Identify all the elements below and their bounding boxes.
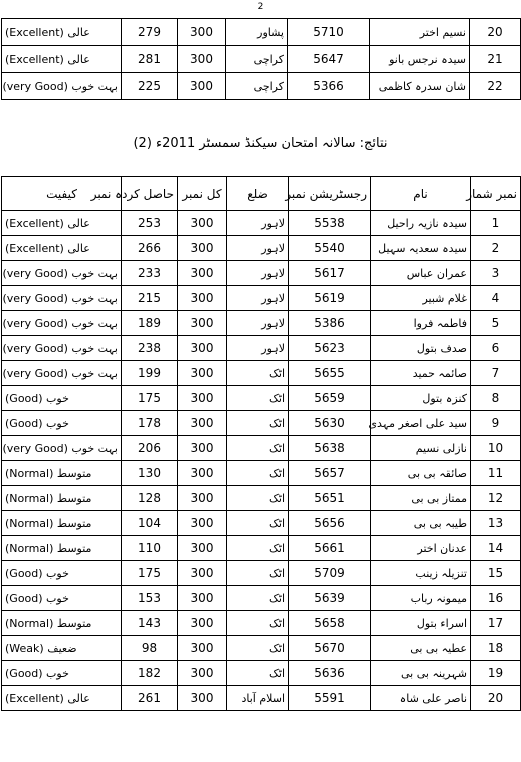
name-cell: نسیم اختر <box>370 19 470 46</box>
remarks-cell: عالی (Excellent) <box>2 46 122 73</box>
name-cell: اسراء بتول <box>371 611 471 636</box>
table-row <box>2 261 521 286</box>
total-cell: 300 <box>178 661 227 686</box>
table-row <box>2 486 521 511</box>
total-cell: 300 <box>178 686 227 711</box>
obtained-cell: 175 <box>122 386 178 411</box>
remarks-cell: خوب (Good) <box>2 661 122 686</box>
table-row <box>2 311 521 336</box>
district-cell: اسلام آباد <box>227 686 289 711</box>
table-row <box>2 386 521 411</box>
obtained-cell: 206 <box>122 436 178 461</box>
serial-cell: 22 <box>470 73 521 100</box>
remarks-cell: متوسط (Normal) <box>2 486 122 511</box>
header-serial: نمبر شمار <box>471 177 521 211</box>
name-cell: صدف بتول <box>371 336 471 361</box>
table-row <box>2 511 521 536</box>
district-cell: لاہور <box>227 211 289 236</box>
registration-cell: 5661 <box>289 536 371 561</box>
total-cell: 300 <box>178 361 227 386</box>
table-row <box>2 636 521 661</box>
registration-cell: 5630 <box>289 411 371 436</box>
obtained-cell: 225 <box>122 73 178 100</box>
table-row <box>2 336 521 361</box>
registration-cell: 5636 <box>289 661 371 686</box>
name-cell: میمونہ رباب <box>371 586 471 611</box>
total-cell: 300 <box>178 236 227 261</box>
remarks-cell: خوب (Good) <box>2 411 122 436</box>
total-cell: 300 <box>178 73 226 100</box>
header-remarks: کیفیت <box>2 177 122 211</box>
total-cell: 300 <box>178 436 227 461</box>
district-cell: اٹک <box>227 461 289 486</box>
total-cell: 300 <box>178 536 227 561</box>
table-row <box>2 211 521 236</box>
name-cell: سیدہ سعدیہ سہیل <box>371 236 471 261</box>
district-cell: کراچی <box>226 73 288 100</box>
name-cell: تنزیلہ زینب <box>371 561 471 586</box>
district-cell: پشاور <box>226 19 288 46</box>
total-cell: 300 <box>178 586 227 611</box>
serial-cell: 9 <box>471 411 521 436</box>
serial-cell: 15 <box>471 561 521 586</box>
page-number: 2 <box>257 2 264 12</box>
registration-cell: 5659 <box>289 386 371 411</box>
name-cell: شہرینہ بی بی <box>371 661 471 686</box>
total-cell: 300 <box>178 386 227 411</box>
obtained-cell: 178 <box>122 411 178 436</box>
serial-cell: 10 <box>471 436 521 461</box>
remarks-cell: خوب (Good) <box>2 586 122 611</box>
remarks-cell: بہت خوب (very Good) <box>2 361 122 386</box>
serial-cell: 18 <box>471 636 521 661</box>
obtained-cell: 104 <box>122 511 178 536</box>
serial-cell: 1 <box>471 211 521 236</box>
obtained-cell: 130 <box>122 461 178 486</box>
header-row <box>2 177 521 211</box>
remarks-cell: عالی (Excellent) <box>2 236 122 261</box>
total-cell: 300 <box>178 19 226 46</box>
remarks-cell: عالی (Excellent) <box>2 211 122 236</box>
table-row <box>2 361 521 386</box>
name-cell: صائمہ حمید <box>371 361 471 386</box>
total-cell: 300 <box>178 286 227 311</box>
registration-cell: 5709 <box>289 561 371 586</box>
header-registration: رجسٹریشن نمبر <box>289 177 371 211</box>
obtained-cell: 199 <box>122 361 178 386</box>
district-cell: اٹک <box>227 561 289 586</box>
table-row <box>2 461 521 486</box>
serial-cell: 2 <box>471 236 521 261</box>
district-cell: لاہور <box>227 286 289 311</box>
name-cell: طیبہ بی بی <box>371 511 471 536</box>
remarks-cell: متوسط (Normal) <box>2 536 122 561</box>
table-row <box>2 661 521 686</box>
district-cell: اٹک <box>227 536 289 561</box>
obtained-cell: 253 <box>122 211 178 236</box>
obtained-cell: 266 <box>122 236 178 261</box>
name-cell: غلام شبیر <box>371 286 471 311</box>
registration-cell: 5710 <box>288 19 370 46</box>
registration-cell: 5670 <box>289 636 371 661</box>
obtained-cell: 238 <box>122 336 178 361</box>
serial-cell: 8 <box>471 386 521 411</box>
results-table-continued <box>1 18 521 100</box>
remarks-cell: متوسط (Normal) <box>2 461 122 486</box>
obtained-cell: 143 <box>122 611 178 636</box>
district-cell: اٹک <box>227 486 289 511</box>
registration-cell: 5623 <box>289 336 371 361</box>
name-cell: شان سدرہ کاظمی <box>370 73 470 100</box>
remarks-cell: عالی (Excellent) <box>2 19 122 46</box>
table-row <box>2 411 521 436</box>
table-row <box>2 46 521 73</box>
table-row <box>2 286 521 311</box>
district-cell: اٹک <box>227 511 289 536</box>
total-cell: 300 <box>178 461 227 486</box>
serial-cell: 13 <box>471 511 521 536</box>
district-cell: اٹک <box>227 661 289 686</box>
total-cell: 300 <box>178 261 227 286</box>
name-cell: عمران عباس <box>371 261 471 286</box>
registration-cell: 5647 <box>288 46 370 73</box>
registration-cell: 5656 <box>289 511 371 536</box>
obtained-cell: 189 <box>122 311 178 336</box>
registration-cell: 5658 <box>289 611 371 636</box>
table-row <box>2 686 521 711</box>
total-cell: 300 <box>178 636 227 661</box>
section-subtitle: نتائج: سالانہ امتحان سیکنڈ سمسٹر 2011ء (2) <box>133 136 388 151</box>
obtained-cell: 233 <box>122 261 178 286</box>
district-cell: لاہور <box>227 236 289 261</box>
district-cell: اٹک <box>227 411 289 436</box>
registration-cell: 5540 <box>289 236 371 261</box>
header-obtained: حاصل کردہ نمبر <box>122 177 178 211</box>
remarks-cell: بہت خوب (very Good) <box>2 73 122 100</box>
district-cell: کراچی <box>226 46 288 73</box>
serial-cell: 14 <box>471 536 521 561</box>
name-cell: سیدہ نرجس بانو <box>370 46 470 73</box>
serial-cell: 16 <box>471 586 521 611</box>
remarks-cell: متوسط (Normal) <box>2 611 122 636</box>
results-table <box>1 176 521 711</box>
total-cell: 300 <box>178 561 227 586</box>
total-cell: 300 <box>178 311 227 336</box>
remarks-cell: خوب (Good) <box>2 561 122 586</box>
header-total: کل نمبر <box>178 177 227 211</box>
registration-cell: 5538 <box>289 211 371 236</box>
registration-cell: 5366 <box>288 73 370 100</box>
serial-cell: 6 <box>471 336 521 361</box>
obtained-cell: 215 <box>122 286 178 311</box>
registration-cell: 5651 <box>289 486 371 511</box>
district-cell: لاہور <box>227 261 289 286</box>
serial-cell: 5 <box>471 311 521 336</box>
total-cell: 300 <box>178 336 227 361</box>
district-cell: اٹک <box>227 611 289 636</box>
district-cell: اٹک <box>227 361 289 386</box>
name-cell: سیدہ نازیہ راحیل <box>371 211 471 236</box>
obtained-cell: 175 <box>122 561 178 586</box>
name-cell: سید علی اصغر مہدی <box>371 411 471 436</box>
name-cell: فاطمہ فروا <box>371 311 471 336</box>
name-cell: عدنان اختر <box>371 536 471 561</box>
district-cell: لاہور <box>227 311 289 336</box>
obtained-cell: 110 <box>122 536 178 561</box>
table-row <box>2 536 521 561</box>
table-row <box>2 561 521 586</box>
table-row <box>2 436 521 461</box>
district-cell: لاہور <box>227 336 289 361</box>
name-cell: کنزہ بتول <box>371 386 471 411</box>
remarks-cell: بہت خوب (very Good) <box>2 336 122 361</box>
obtained-cell: 261 <box>122 686 178 711</box>
remarks-cell: عالی (Excellent) <box>2 686 122 711</box>
total-cell: 300 <box>178 511 227 536</box>
district-cell: اٹک <box>227 386 289 411</box>
obtained-cell: 279 <box>122 19 178 46</box>
serial-cell: 11 <box>471 461 521 486</box>
district-cell: اٹک <box>227 586 289 611</box>
remarks-cell: خوب (Good) <box>2 386 122 411</box>
obtained-cell: 128 <box>122 486 178 511</box>
registration-cell: 5591 <box>289 686 371 711</box>
serial-cell: 21 <box>470 46 521 73</box>
registration-cell: 5617 <box>289 261 371 286</box>
total-cell: 300 <box>178 611 227 636</box>
table-row <box>2 73 521 100</box>
table-row <box>2 586 521 611</box>
district-cell: اٹک <box>227 436 289 461</box>
total-cell: 300 <box>178 486 227 511</box>
name-cell: ممتاز بی بی <box>371 486 471 511</box>
remarks-cell: ضعیف (Weak) <box>2 636 122 661</box>
serial-cell: 7 <box>471 361 521 386</box>
registration-cell: 5386 <box>289 311 371 336</box>
obtained-cell: 182 <box>122 661 178 686</box>
serial-cell: 20 <box>470 19 521 46</box>
obtained-cell: 153 <box>122 586 178 611</box>
name-cell: ناصر علی شاہ <box>371 686 471 711</box>
name-cell: صائقہ بی بی <box>371 461 471 486</box>
total-cell: 300 <box>178 411 227 436</box>
name-cell: نازلی نسیم <box>371 436 471 461</box>
registration-cell: 5655 <box>289 361 371 386</box>
serial-cell: 12 <box>471 486 521 511</box>
remarks-cell: متوسط (Normal) <box>2 511 122 536</box>
total-cell: 300 <box>178 211 227 236</box>
serial-cell: 3 <box>471 261 521 286</box>
header-district: ضلع <box>227 177 289 211</box>
registration-cell: 5639 <box>289 586 371 611</box>
remarks-cell: بہت خوب (very Good) <box>2 286 122 311</box>
obtained-cell: 98 <box>122 636 178 661</box>
name-cell: عطیہ بی بی <box>371 636 471 661</box>
registration-cell: 5638 <box>289 436 371 461</box>
district-cell: اٹک <box>227 636 289 661</box>
serial-cell: 17 <box>471 611 521 636</box>
registration-cell: 5619 <box>289 286 371 311</box>
serial-cell: 19 <box>471 661 521 686</box>
table-row <box>2 611 521 636</box>
serial-cell: 4 <box>471 286 521 311</box>
serial-cell: 20 <box>471 686 521 711</box>
registration-cell: 5657 <box>289 461 371 486</box>
header-name: نام <box>371 177 471 211</box>
total-cell: 300 <box>178 46 226 73</box>
remarks-cell: بہت خوب (very Good) <box>2 436 122 461</box>
table-row <box>2 19 521 46</box>
table-row <box>2 236 521 261</box>
obtained-cell: 281 <box>122 46 178 73</box>
remarks-cell: بہت خوب (very Good) <box>2 261 122 286</box>
remarks-cell: بہت خوب (very Good) <box>2 311 122 336</box>
